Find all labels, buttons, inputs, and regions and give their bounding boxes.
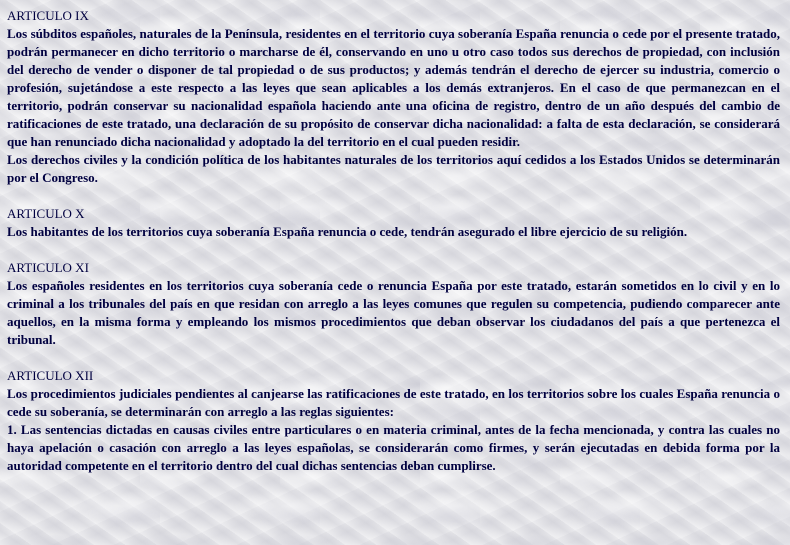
article-heading: ARTICULO XI [7,260,89,275]
article-paragraph: Los súbditos españoles, naturales de la Península, residentes en el territorio cuya soberanía España renuncia o cede por el presente tratado, podrán permanecer en dicho territorio o marcharse de él, conservando en uno u otro caso todos sus derechos de propiedad, con inclusión del derecho de vender o disponer de tal propiedad o de sus productos; y además tendrán el derecho de ejercer su industria, comercio o profesión, sujetándose a este respecto a las leyes que sean aplicables a los demás extranjeros. En el caso de que permanezcan en el territorio, podrán conservar su nacionalidad española haciendo ante una oficina de registro, dentro de un año después del cambio de ratificaciones de este tratado, una declaración de su propósito de conservar dicha nacionalidad: a falta de esta declaración, se considerará que han renunciado dicha nacionalidad y adoptado la del territorio en el cual pueden residir. [7,26,780,149]
treaty-document [7,7,780,475]
article-xii [7,367,780,475]
article-ix [7,7,780,187]
article-paragraph: Los españoles residentes en los territorios cuya soberanía cede o renuncia España por este tratado, estarán sometidos en lo civil y en lo criminal a los tribunales del país en que residan con arreglo a las leyes comunes que regulen su competencia, pudiendo comparecer ante aquellos, en la misma forma y empleando los mismos procedimientos que deban observar los ciudadanos del país a que pertenezca el tribunal. [7,278,780,347]
article-paragraph: 1. Las sentencias dictadas en causas civiles entre particulares o en materia criminal, antes de la fecha mencionada, y contra las cuales no haya apelación o casación con arreglo a las leyes españolas, se considerarán como firmes, y serán ejecutadas en debida forma por la autoridad competente en el territorio dentro del cual dichas sentencias deban cumplirse. [7,422,780,473]
article-heading: ARTICULO XII [7,368,94,383]
article-heading: ARTICULO X [7,206,85,221]
article-paragraph: Los procedimientos judiciales pendientes al canjearse las ratificaciones de este tratado, en los territorios sobre los cuales España renuncia o cede su soberanía, se determinarán con arreglo a las reglas siguientes: [7,386,780,419]
article-paragraph: Los habitantes de los territorios cuya soberanía España renuncia o cede, tendrán asegurado el libre ejercicio de su religión. [7,224,688,239]
article-heading: ARTICULO IX [7,8,89,23]
article-paragraph: Los derechos civiles y la condición política de los habitantes naturales de los territorios aquí cedidos a los Estados Unidos se determinarán por el Congreso. [7,152,780,185]
article-x [7,205,780,241]
article-xi [7,259,780,349]
